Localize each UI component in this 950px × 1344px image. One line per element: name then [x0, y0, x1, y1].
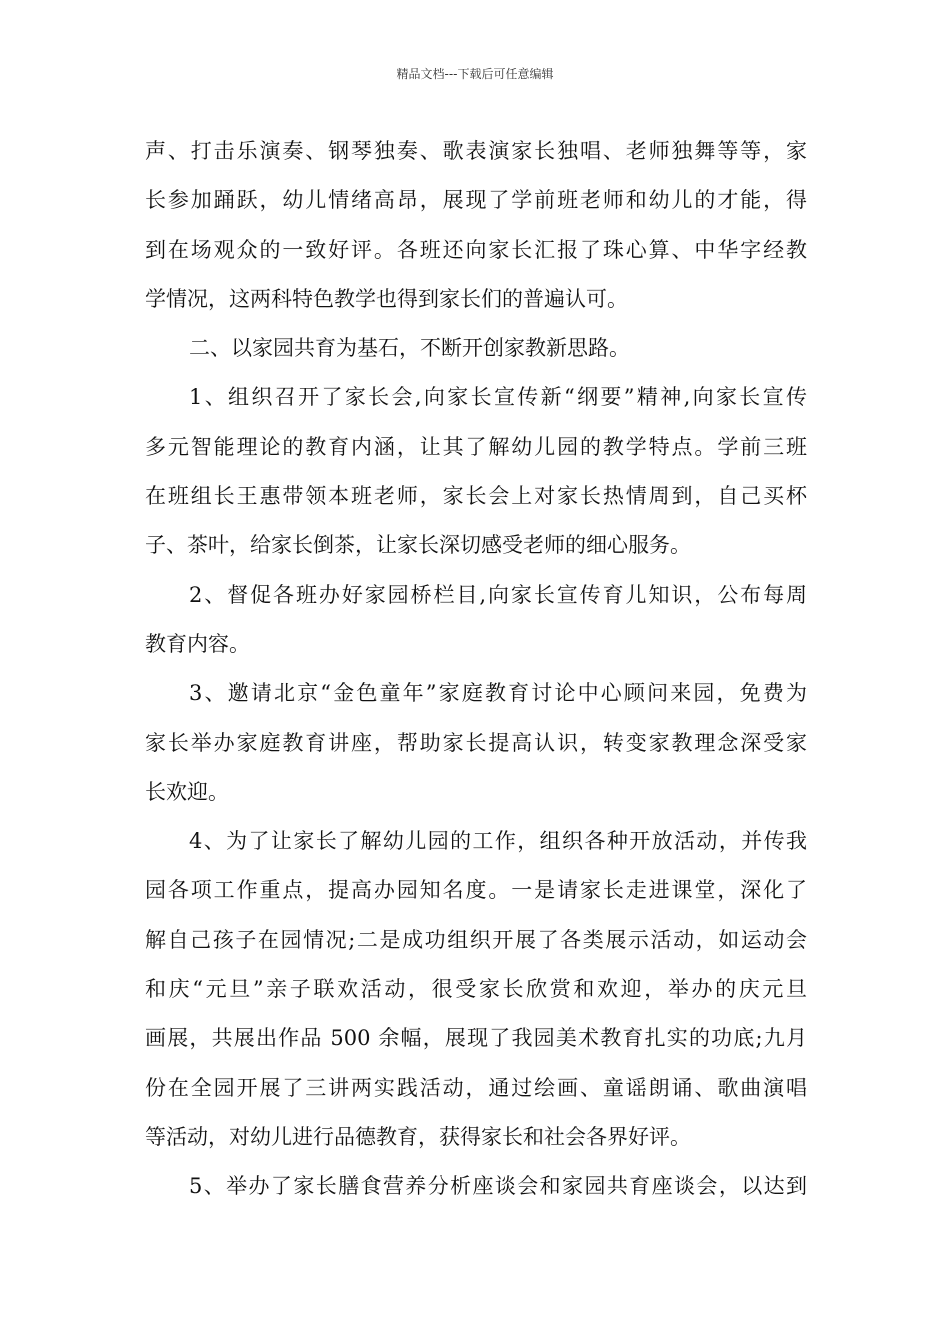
text-line: 和庆“元旦”亲子联欢活动，很受家长欣赏和欢迎，举办的庆元旦 — [145, 977, 807, 1002]
text-line: 解自己孩子在园情况;二是成功组织开展了各类展示活动，如运动会 — [145, 927, 807, 952]
text-line: 份在全园开展了三讲两实践活动，通过绘画、童谣朗诵、歌曲演唱 — [145, 1075, 807, 1100]
text-line: 园各项工作重点，提高办园知名度。一是请家长走进课堂，深化了 — [145, 878, 807, 903]
text-line: 在班组长王惠带领本班老师，家长会上对家长热情周到，自己买杯 — [145, 484, 807, 509]
text-line: 5、举办了家长膳食营养分析座谈会和家园共育座谈会，以达到 — [189, 1174, 807, 1199]
text-line: 教育内容。 — [145, 631, 250, 656]
text-line: 长参加踊跃，幼儿情绪高昂，展现了学前班老师和幼儿的才能，得 — [145, 188, 807, 213]
text-line: 长欢迎。 — [145, 779, 229, 804]
text-line: 家长举办家庭教育讲座，帮助家长提高认识，转变家教理念深受家 — [145, 730, 807, 755]
text-line: 画展，共展出作品 500 余幅，展现了我园美术教育扎实的功底;九月 — [145, 1026, 807, 1051]
text-line: 声、打击乐演奏、钢琴独奏、歌表演家长独唱、老师独舞等等，家 — [145, 139, 807, 163]
text-line: 二、以家园共育为基石，不断开创家教新思路。 — [189, 336, 630, 361]
text-line: 等活动，对幼儿进行品德教育，获得家长和社会各界好评。 — [145, 1124, 691, 1149]
document-body — [145, 127, 807, 1212]
page-header: 精品文档---下载后可任意编辑 — [396, 67, 554, 81]
text-line: 子、茶叶，给家长倒茶，让家长深切感受老师的细心服务。 — [145, 533, 691, 558]
text-line: 4、为了让家长了解幼儿园的工作，组织各种开放活动，并传我 — [189, 829, 807, 854]
text-line: 到在场观众的一致好评。各班还向家长汇报了珠心算、中华字经教 — [145, 237, 807, 262]
text-line: 1、组织召开了家长会,向家长宣传新“纲要”精神,向家长宣传 — [189, 385, 807, 410]
text-line: 2、督促各班办好家园桥栏目,向家长宣传育儿知识，公布每周 — [189, 582, 807, 607]
text-line: 3、邀请北京“金色童年”家庭教育讨论中心顾问来园，免费为 — [189, 681, 807, 706]
text-line: 学情况，这两科特色教学也得到家长们的普遍认可。 — [145, 286, 628, 311]
text-line: 多元智能理论的教育内涵，让其了解幼儿园的教学特点。学前三班 — [145, 434, 807, 459]
